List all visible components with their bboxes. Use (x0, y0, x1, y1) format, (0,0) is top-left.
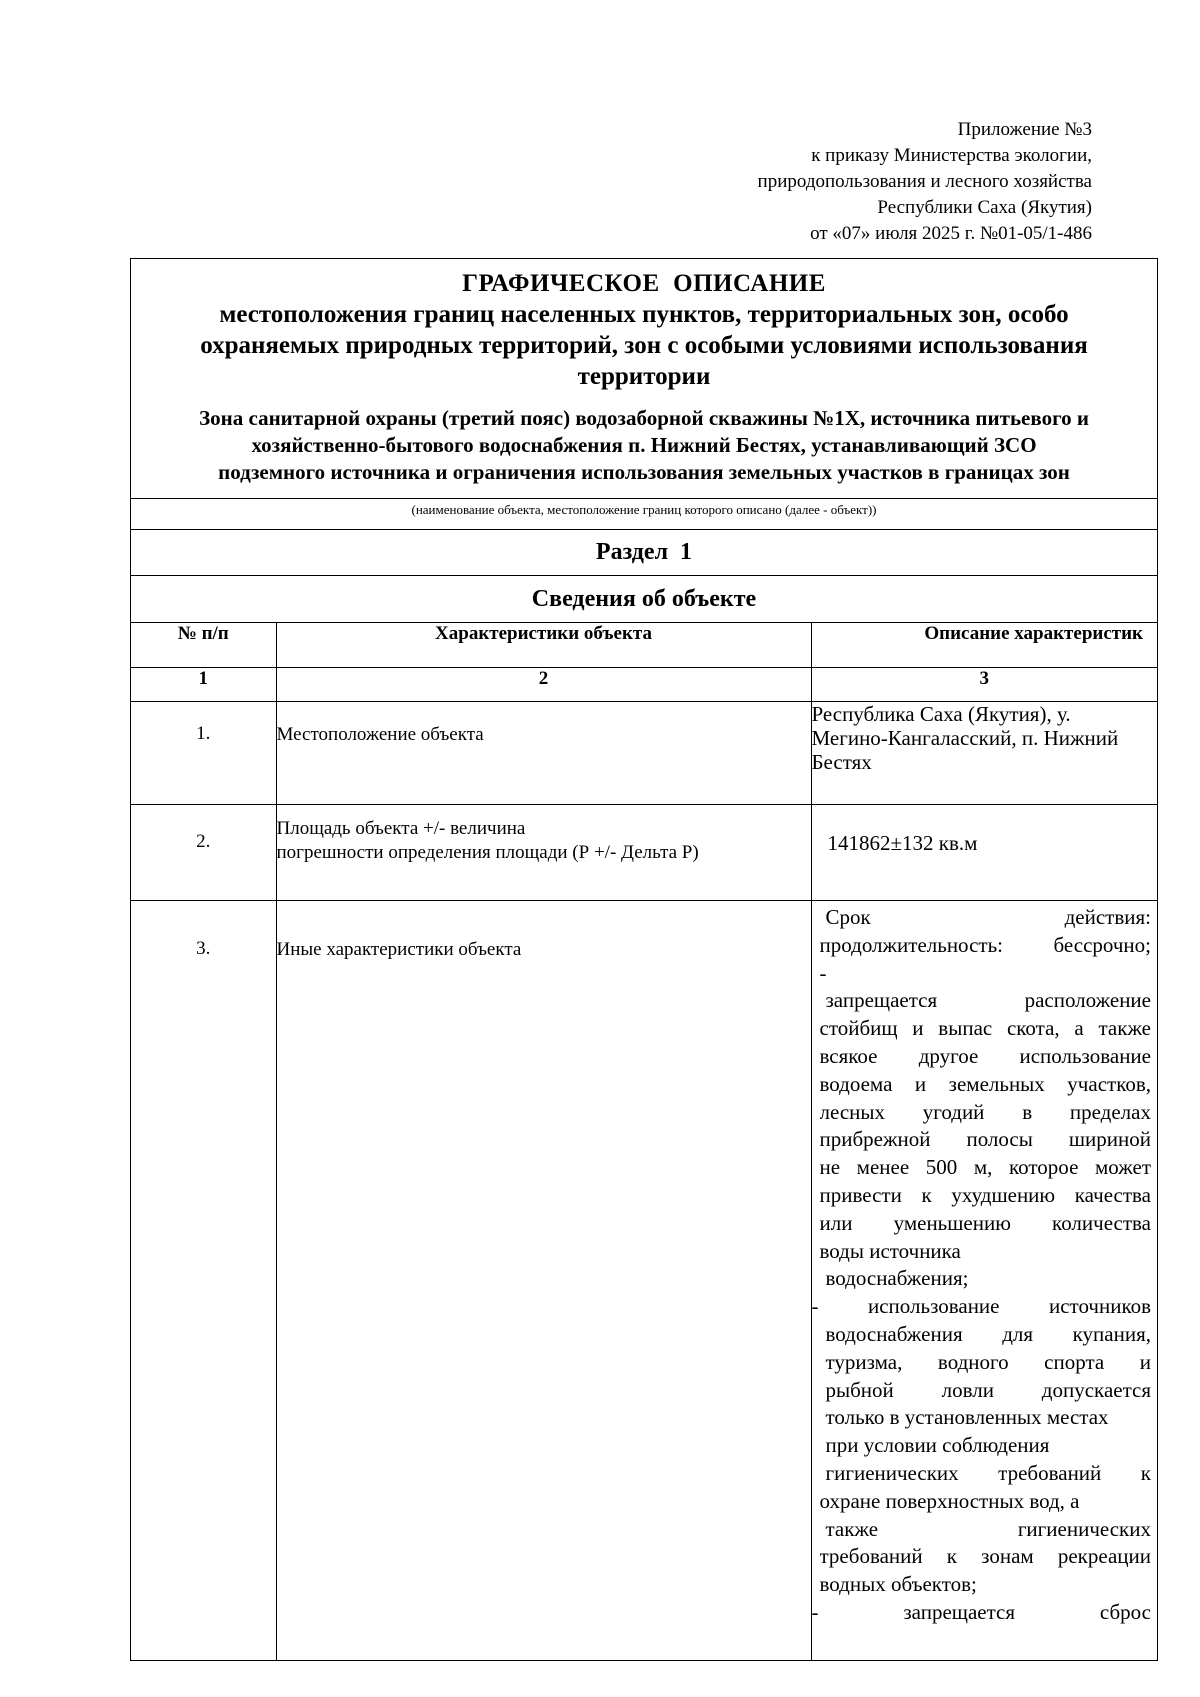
row-number: 3. (131, 901, 276, 1661)
description-line: не менее 500 м, которое может (819, 1155, 1151, 1180)
description-line: только в установленных местах (825, 1405, 1109, 1430)
description-line: всякое другое использование (819, 1043, 1151, 1068)
document-subtitle-line: местоположения границ населенных пунктов, территориальных зон, особо (219, 301, 1069, 328)
appendix-line: от «07» июля 2025 г. №01-05/1-486 (810, 223, 1092, 244)
characteristic-line: погрешности определения площади (Р +/- Дельта Р) (276, 842, 699, 863)
description-line: воды источника (819, 1238, 961, 1263)
description-line: прибрежной полосы шириной (819, 1127, 1151, 1152)
description-lines (811, 904, 1152, 1627)
description-line: или уменьшению количества (819, 1210, 1151, 1235)
object-name-line: подземного источника и ограничения использования земельных участков в границах зон (218, 460, 1070, 484)
column-header-number: № п/п (131, 623, 276, 668)
row-characteristic: Местоположение объекта (276, 702, 811, 805)
object-caption: (наименование объекта, местоположение границ которого описано (далее - объект)) (411, 502, 877, 517)
description-line: - использование источников (811, 1294, 1151, 1319)
appendix-line: Приложение №3 (957, 119, 1092, 140)
object-caption-row (131, 499, 1157, 530)
description-line: Бестях (811, 750, 872, 774)
description-line: рыбной ловли допускается (825, 1377, 1151, 1402)
table-row (131, 901, 1157, 1661)
description-line: продолжительность: бессрочно; (819, 932, 1151, 957)
description-line: Мегино-Кангаласский, п. Нижний (811, 726, 1119, 750)
row-characteristic: Иные характеристики объекта (276, 901, 811, 1661)
description-line: лесных угодий в пределах (819, 1099, 1151, 1124)
description-line: Срок действия: (825, 905, 1151, 929)
description-line: также гигиенических (825, 1516, 1151, 1541)
section-title: Сведения об объекте (131, 576, 1157, 623)
description-line: охране поверхностных вод, а (819, 1488, 1080, 1513)
description-line: запрещается расположение (825, 988, 1151, 1013)
characteristic-line: Площадь объекта +/- величина (276, 818, 526, 839)
title-block (131, 259, 1157, 499)
row-number: 1. (131, 702, 276, 805)
row-number: 2. (131, 805, 276, 901)
description-line: гигиенических требований к (825, 1460, 1151, 1485)
description-line: привести к ухудшению качества (819, 1182, 1151, 1207)
description-line: Республика Саха (Якутия), у. (811, 702, 1071, 726)
description-line: водоема и земельных участков, (819, 1071, 1151, 1096)
column-header-characteristic: Характеристики объекта (276, 623, 811, 668)
row-description: 141862±132 кв.м (811, 805, 1157, 901)
table-row (131, 702, 1157, 805)
table-row (131, 805, 1157, 901)
appendix-line: природопользования и лесного хозяйства (757, 171, 1092, 192)
section-number: Раздел 1 (131, 530, 1157, 576)
document-subtitle-line: охраняемых природных территорий, зон с особыми условиями использования (200, 332, 1088, 359)
row-description (811, 702, 1157, 805)
description-line: туризма, водного спорта и (825, 1349, 1151, 1374)
object-properties-table (131, 623, 1157, 1660)
document-frame (130, 258, 1158, 1661)
appendix-line: к приказу Министерства экологии, (811, 145, 1092, 166)
description-line: требований к зонам рекреации (819, 1544, 1151, 1569)
document-title: ГРАФИЧЕСКОЕ ОПИСАНИЕ (462, 270, 826, 297)
table-header-row (131, 623, 1157, 668)
object-name-line: Зона санитарной охраны (третий пояс) водозаборной скважины №1Х, источника питьевого и (199, 406, 1089, 430)
description-line: при условии соблюдения (825, 1433, 1050, 1458)
description-line: водоснабжения для купания, (825, 1321, 1151, 1346)
column-number: 2 (276, 668, 811, 702)
object-name-line: хозяйственно-бытового водоснабжения п. Нижний Бестях, устанавливающий ЗСО (251, 433, 1037, 457)
description-line: водоснабжения; (825, 1266, 969, 1291)
document-subtitle-line: территории (577, 363, 711, 390)
column-number-row (131, 668, 1157, 702)
appendix-reference (758, 117, 1092, 247)
column-number: 1 (131, 668, 276, 702)
description-line: стойбищ и выпас скота, а также (819, 1016, 1151, 1041)
column-header-description: Описание характеристик (811, 623, 1157, 668)
description-line: - запрещается сброс (811, 1599, 1151, 1624)
appendix-line: Республики Саха (Якутия) (877, 197, 1092, 218)
column-number: 3 (811, 668, 1157, 702)
row-description (811, 901, 1157, 1661)
description-line: водных объектов; (819, 1572, 977, 1597)
row-characteristic (276, 805, 811, 901)
description-line: - (819, 960, 827, 985)
